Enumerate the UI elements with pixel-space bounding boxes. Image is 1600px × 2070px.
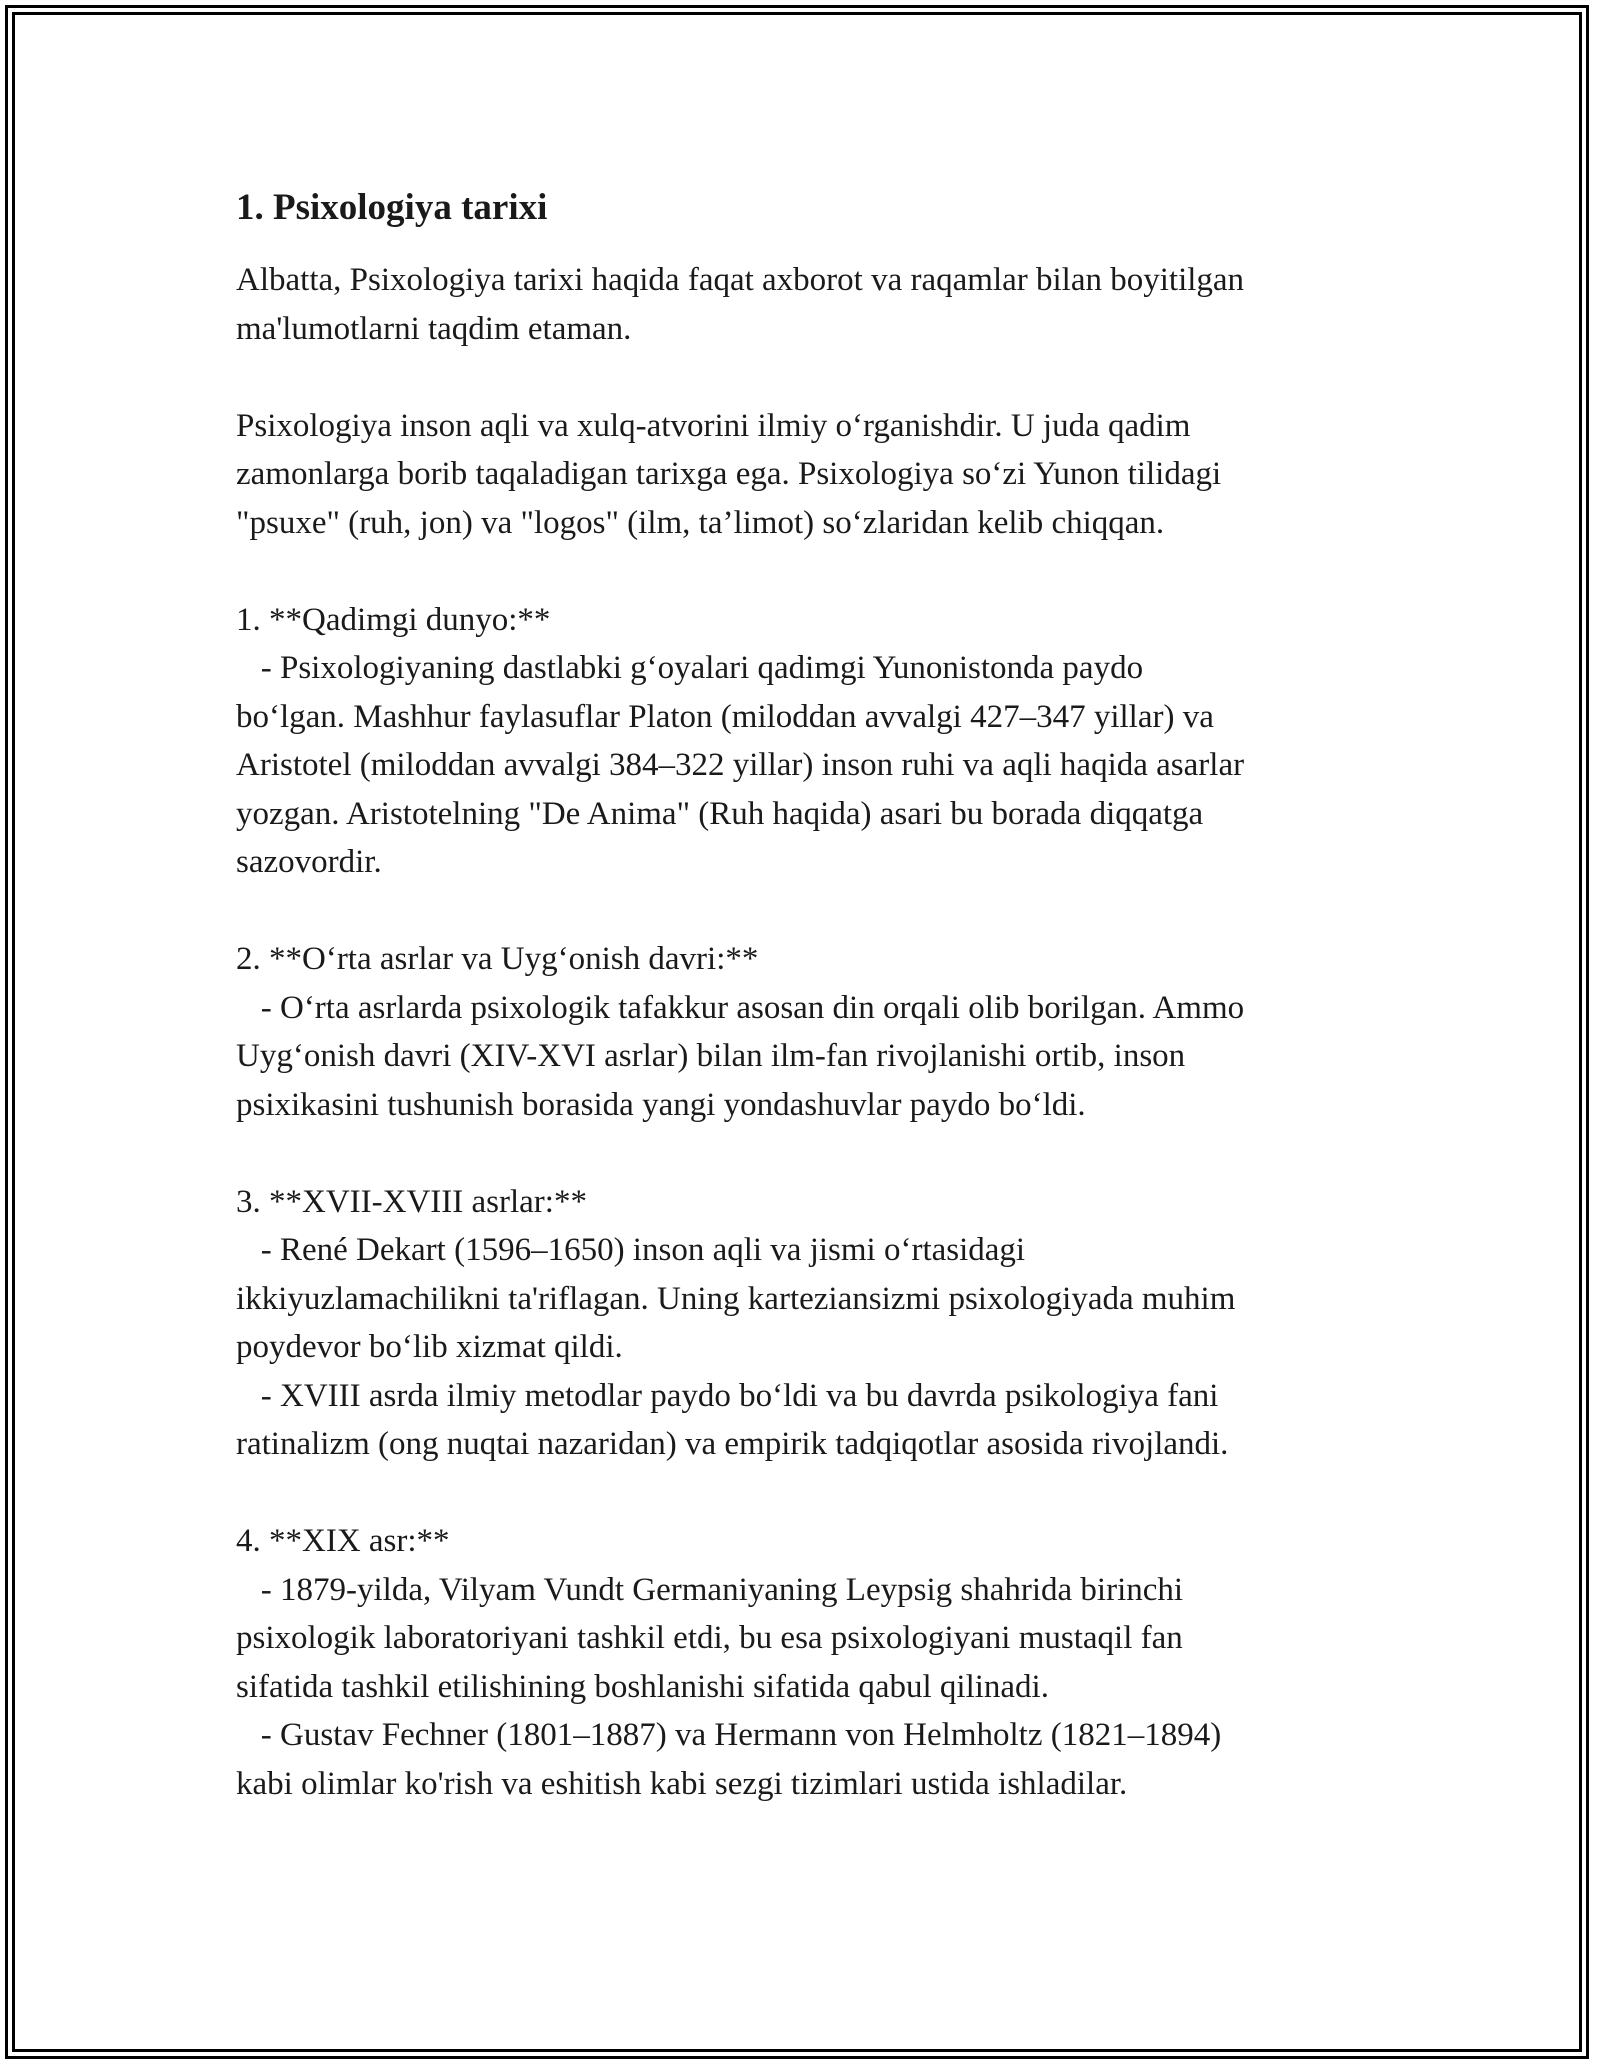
document-title: 1. Psixologiya tarixi	[236, 187, 548, 228]
document-page	[236, 186, 1366, 1808]
document-body: Albatta, Psixologiya tarixi haqida faqat axborot va raqamlar bilan boyitilgan ma'lumotlarni taqdim etaman. Psixologiya inson aqli va xulq-atvorini ilmiy o‘rganishdir. U juda qadim zamonlarga borib taqaladigan tarixga ega. Psixologiya so‘zi Yunon tilidagi "psuxe" (ruh, jon) va "logos" (ilm, ta’limot) so‘zlaridan kelib chiqqan. 1. **Qadimgi dunyo:** - Psixologiyaning dastlabki g‘oyalari qadimgi Yunonistonda paydo bo‘lgan. Mashhur faylasuflar Platon (miloddan avvalgi 427–347 yillar) va Aristotel (miloddan avvalgi 384–322 yillar) inson ruhi va aqli haqida asarlar yozgan. Aristotelning "De Anima" (Ruh haqida) asari bu borada diqqatga sazovordir. 2. **O‘rta asrlar va Uyg‘onish davri:** - O‘rta asrlarda psixologik tafakkur asosan din orqali olib borilgan. Ammo Uyg‘onish davri (XIV-XVI asrlar) bilan ilm-fan rivojlanishi ortib, inson psixikasini tushunish borasida yangi yondashuvlar paydo bo‘ldi. 3. **XVII-XVIII asrlar:** - René Dekart (1596–1650) inson aqli va jismi o‘rtasidagi ikkiyuzlamachilikni ta'riflagan. Uning karteziansizmi psixologiyada muhim poydevor bo‘lib xizmat qildi. - XVIII asrda ilmiy metodlar paydo bo‘ldi va bu davrda psikologiya fani ratinalizm (ong nuqtai nazaridan) va empirik tadqiqotlar asosida rivojlandi. 4. **XIX asr:** - 1879-yilda, Vilyam Vundt Germaniyaning Leypsig shahrida birinchi psixologik laboratoriyani tashkil etdi, bu esa psixologiyani mustaqil fan sifatida tashkil etilishining boshlanishi sifatida qabul qilinadi. - Gustav Fechner (1801–1887) va Hermann von Helmholtz (1821–1894) kabi olimlar ko'rish va eshitish kabi sezgi tizimlari ustida ishladilar.	[236, 262, 1245, 1802]
